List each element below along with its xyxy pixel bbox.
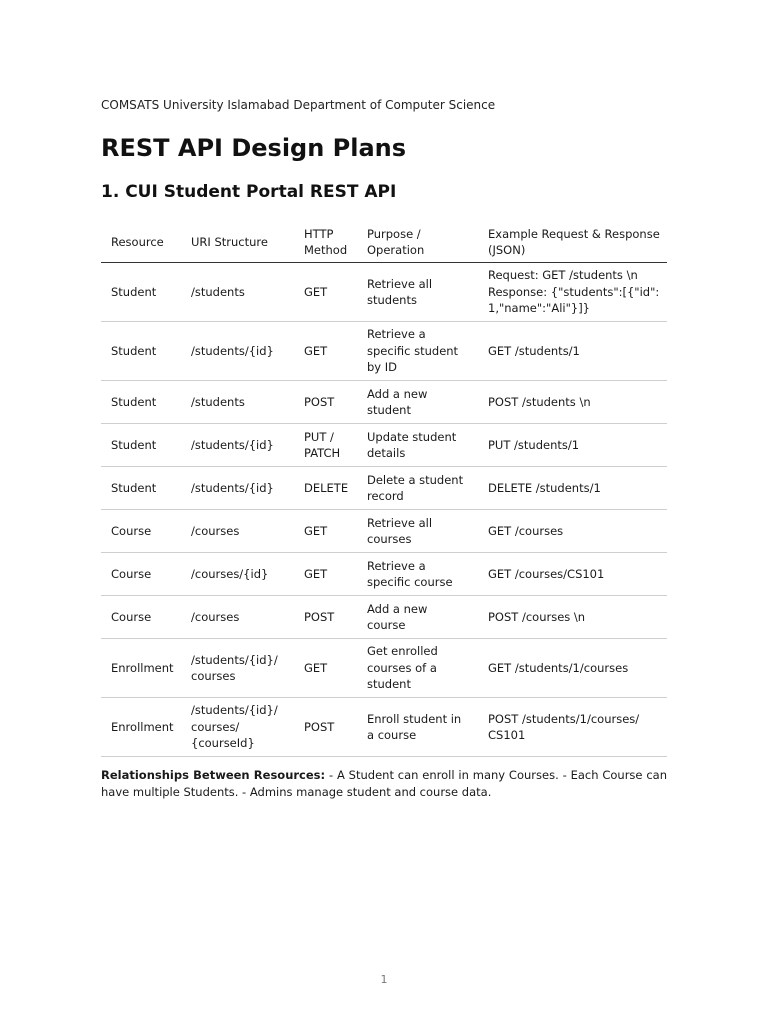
cell-resource: Student bbox=[101, 424, 181, 467]
cell-method: GET bbox=[292, 553, 363, 596]
cell-purpose: Add a new course bbox=[363, 596, 474, 639]
table-header-row bbox=[101, 222, 667, 263]
table-row bbox=[101, 263, 667, 322]
table-row bbox=[101, 553, 667, 596]
cell-method: POST bbox=[292, 698, 363, 757]
cell-example: GET /students/1/courses bbox=[474, 639, 667, 698]
table-row bbox=[101, 322, 667, 381]
section-title: 1. CUI Student Portal REST API bbox=[101, 182, 397, 202]
column-header-resource: Resource bbox=[101, 222, 181, 263]
cell-uri: /students bbox=[181, 263, 292, 322]
cell-uri: /students/{id}/ courses/ {courseId} bbox=[181, 698, 292, 757]
cell-method: POST bbox=[292, 596, 363, 639]
cell-example: POST /students \n bbox=[474, 381, 667, 424]
cell-uri: /students/{id} bbox=[181, 322, 292, 381]
cell-example: POST /students/1/courses/ CS101 bbox=[474, 698, 667, 757]
cell-method: DELETE bbox=[292, 467, 363, 510]
cell-example: Request: GET /students \n Response: {"students":[{"id": 1,"name":"Ali"}]} bbox=[474, 263, 667, 322]
cell-method: PUT / PATCH bbox=[292, 424, 363, 467]
cell-method: POST bbox=[292, 381, 363, 424]
cell-resource: Enrollment bbox=[101, 639, 181, 698]
cell-example: GET /students/1 bbox=[474, 322, 667, 381]
table-header bbox=[101, 222, 667, 263]
cell-uri: /students/{id} bbox=[181, 424, 292, 467]
cell-uri: /students/{id}/ courses bbox=[181, 639, 292, 698]
cell-resource: Student bbox=[101, 467, 181, 510]
cell-resource: Course bbox=[101, 553, 181, 596]
cell-uri: /courses/{id} bbox=[181, 553, 292, 596]
cell-resource: Course bbox=[101, 510, 181, 553]
relationships-paragraph bbox=[101, 767, 667, 801]
table-row bbox=[101, 467, 667, 510]
cell-purpose: Delete a student record bbox=[363, 467, 474, 510]
column-header-http-method: HTTP Method bbox=[292, 222, 363, 263]
cell-example: GET /courses bbox=[474, 510, 667, 553]
cell-purpose: Retrieve all courses bbox=[363, 510, 474, 553]
table-row bbox=[101, 596, 667, 639]
relationships-text: - A Student can enroll in many Courses. - Each Course can have multiple Students. - Admins manage student and course data. bbox=[101, 768, 667, 799]
cell-resource: Student bbox=[101, 263, 181, 322]
column-header-uri-structure: URI Structure bbox=[181, 222, 292, 263]
cell-purpose: Retrieve a specific course bbox=[363, 553, 474, 596]
cell-purpose: Update student details bbox=[363, 424, 474, 467]
cell-resource: Student bbox=[101, 381, 181, 424]
cell-purpose: Enroll student in a course bbox=[363, 698, 474, 757]
cell-resource: Enrollment bbox=[101, 698, 181, 757]
cell-example: GET /courses/CS101 bbox=[474, 553, 667, 596]
table-row bbox=[101, 698, 667, 757]
cell-uri: /courses bbox=[181, 596, 292, 639]
cell-purpose: Add a new student bbox=[363, 381, 474, 424]
cell-purpose: Get enrolled courses of a student bbox=[363, 639, 474, 698]
cell-uri: /courses bbox=[181, 510, 292, 553]
cell-resource: Course bbox=[101, 596, 181, 639]
cell-example: DELETE /students/1 bbox=[474, 467, 667, 510]
cell-uri: /students/{id} bbox=[181, 467, 292, 510]
cell-example: POST /courses \n bbox=[474, 596, 667, 639]
cell-example: PUT /students/1 bbox=[474, 424, 667, 467]
cell-method: GET bbox=[292, 263, 363, 322]
table-row bbox=[101, 381, 667, 424]
cell-uri: /students bbox=[181, 381, 292, 424]
table-row bbox=[101, 639, 667, 698]
table-body bbox=[101, 263, 667, 757]
cell-resource: Student bbox=[101, 322, 181, 381]
cell-method: GET bbox=[292, 510, 363, 553]
api-design-table bbox=[101, 222, 667, 757]
column-header-purpose: Purpose / Operation bbox=[363, 222, 474, 263]
relationships-label: Relationships Between Resources: bbox=[101, 768, 326, 782]
cell-purpose: Retrieve a specific student by ID bbox=[363, 322, 474, 381]
page-number: 1 bbox=[380, 973, 388, 986]
cell-purpose: Retrieve all students bbox=[363, 263, 474, 322]
cell-method: GET bbox=[292, 639, 363, 698]
table-row bbox=[101, 424, 667, 467]
table-row bbox=[101, 510, 667, 553]
cell-method: GET bbox=[292, 322, 363, 381]
document-title: REST API Design Plans bbox=[101, 134, 407, 162]
institution-header: COMSATS University Islamabad Department of Computer Science bbox=[101, 98, 496, 112]
column-header-example: Example Request & Response (JSON) bbox=[474, 222, 667, 263]
